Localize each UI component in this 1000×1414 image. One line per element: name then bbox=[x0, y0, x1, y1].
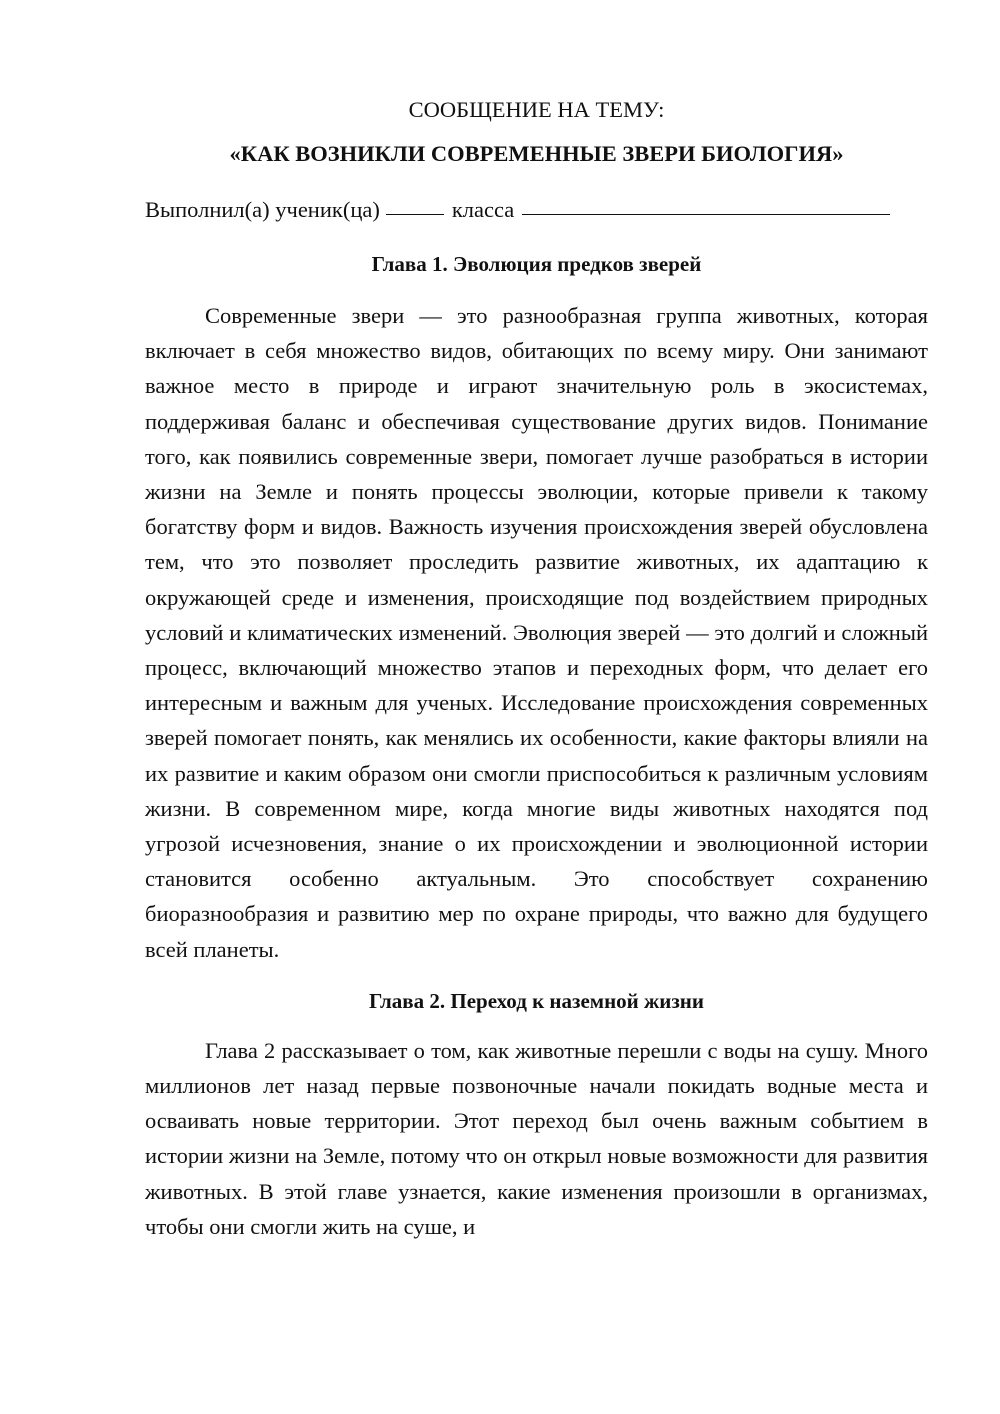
class-number-blank bbox=[386, 192, 444, 215]
chapter-2-paragraph: Глава 2 рассказывает о том, как животные перешли с воды на сушу. Много миллионов лет назад первые позвоночные начали покидать водные места и осваивать новые территории. Этот переход был очень важным событием в истории жизни на Земле, потому что он открыл новые возможности для развития животных. В этой главе узнается, какие изменения произошли в организмах, чтобы они смогли жить на суше, и bbox=[145, 1037, 928, 1239]
author-byline bbox=[145, 190, 928, 230]
document-title-line-2: «КАК ВОЗНИКЛИ СОВРЕМЕННЫЕ ЗВЕРИ БИОЛОГИЯ» bbox=[229, 141, 844, 166]
chapter-1-paragraph: Современные звери — это разнообразная группа животных, которая включает в себя множество видов, обитающих по всему миру. Они занимают важное место в природе и играют значительную роль в экосистемах, поддерживая баланс и обеспечивая существование других видов. Понимание того, как появились современные звери, помогает лучше разобраться в истории жизни на Земле и понять процессы эволюции, которые привели к такому богатству форм и видов. Важность изучения происхождения зверей обусловлена тем, что это позволяет проследить развитие животных, их адаптацию к окружающей среде и изменения, происходящие под воздействием природных условий и климатических изменений. Эволюция зверей — это долгий и сложный процесс, включающий множество этапов и переходных форм, что делает его интересным и важным для ученых. Исследование происхождения современных зверей помогает понять, как менялись их особенности, какие факторы влияли на их развитие и каким образом они смогли приспособиться к различным условиям жизни. В современном мире, когда многие виды животных находятся под угрозой исчезновения, знание о их происхождении и эволюционной истории становится особенно актуальным. Это способствует сохранению биоразнообразия и развитию мер по охране природы, что важно для будущего всей планеты. bbox=[145, 303, 928, 962]
byline-class-label: класса bbox=[451, 197, 515, 222]
student-name-blank bbox=[522, 192, 890, 215]
chapter-1-heading: Глава 1. Эволюция предков зверей bbox=[371, 252, 702, 276]
byline-student-label: Выполнил(а) ученик(ца) bbox=[145, 197, 380, 222]
chapter-2-heading: Глава 2. Переход к наземной жизни bbox=[369, 988, 704, 1013]
document-page bbox=[145, 90, 928, 1244]
document-title-line-1: СООБЩЕНИЕ НА ТЕМУ: bbox=[408, 97, 665, 122]
